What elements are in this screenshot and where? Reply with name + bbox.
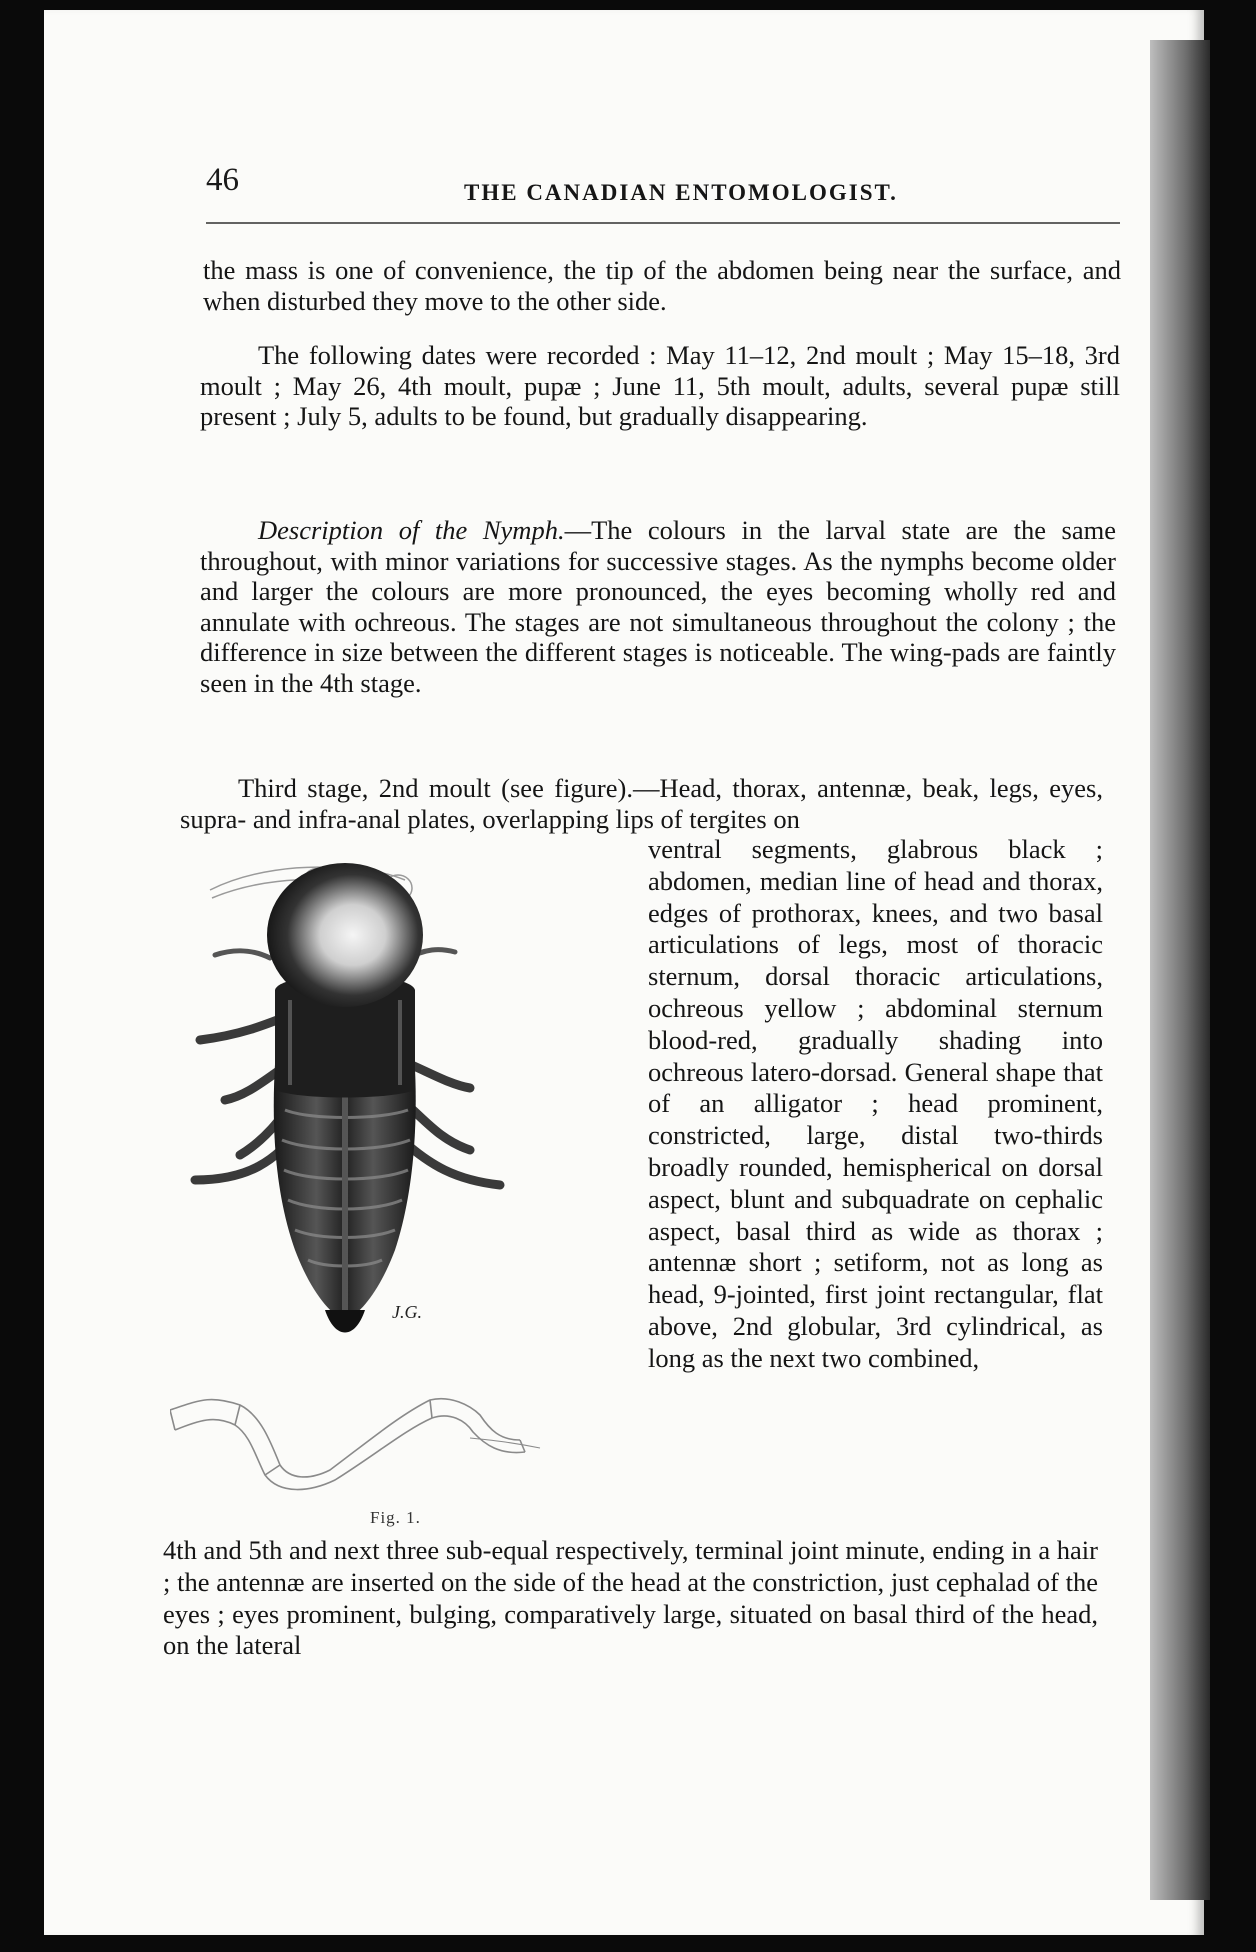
page-number: 46 (206, 162, 239, 198)
running-title: THE CANADIAN ENTOMOLOGIST. (464, 180, 898, 205)
antenna-sketch-bottom (170, 1399, 540, 1490)
paragraph-wrapped-column (648, 834, 1103, 1375)
page-edge-shadow (1150, 40, 1210, 1900)
paragraph-text: The following dates were recorded : May 11–12, 2nd moult ; May 15–18, 3rd moult ; May 26, 4th moult, pupæ ; June 11, 5th moult, adults, several pupæ still present ; July 5, adults to be found, but gradually disappearing. (200, 340, 1120, 431)
anal-plate (325, 1310, 365, 1333)
paragraph-continuation-bottom (163, 1535, 1098, 1662)
paragraph-text: 4th and 5th and next three sub-equal respectively, terminal joint minute, ending in a hair ; the antennæ are inserted on the side of the head at the constriction, just cephalad of the eyes ; eyes prominent, bulging, comparatively large, situated on basal third of the head, on the lateral (163, 1535, 1098, 1661)
section-body: —The colours in the larval state are the same throughout, with minor variations for successive stages. As the nymphs become older and larger the colours are more pronounced, the eyes becoming wholly red and annulate with ochreous. The stages are not simultaneous throughout the colony ; the difference in size between the different stages is noticeable. The wing-pads are faintly seen in the 4th stage. (200, 515, 1117, 698)
nymph-figure (170, 840, 640, 1540)
figure-caption: Fig. 1. (370, 1508, 421, 1527)
nymph-head (267, 863, 423, 1007)
paragraph-third-stage (180, 773, 1103, 834)
section-lead: Description of the Nymph. (258, 515, 565, 545)
paragraph-continuation (203, 255, 1121, 316)
running-header (206, 162, 1120, 222)
paragraph-text: Third stage, 2nd moult (see figure).—Head, thorax, antennæ, beak, legs, eyes, supra- and infra-anal plates, overlapping lips of tergites on (180, 773, 1103, 834)
header-rule (206, 222, 1120, 224)
artist-initials: J.G. (392, 1302, 422, 1322)
paragraph-text (200, 515, 1116, 698)
paragraph-description (200, 515, 1116, 698)
paragraph-dates (200, 340, 1120, 432)
paragraph-text: the mass is one of convenience, the tip of the abdomen being near the surface, and when disturbed they move to the other side. (203, 255, 1121, 316)
paragraph-text: ventral segments, glabrous black ; abdomen, median line of head and thorax, edges of prothorax, knees, and two basal articulations of legs, most of thoracic sternum, dorsal thoracic articulations, ochreous yellow ; abdominal sternum blood-red, gradually shading into ochreous latero-dorsad. General shape that of an alligator ; head prominent, constricted, large, distal two-thirds broadly rounded, hemispherical on dorsal aspect, blunt and subquadrate on cephalic aspect, basal third as wide as thorax ; antennæ short ; setiform, not as long as head, 9-jointed, first joint rectangular, flat above, 2nd globular, 3rd cylindrical, as long as the next two combined, (648, 834, 1103, 1373)
